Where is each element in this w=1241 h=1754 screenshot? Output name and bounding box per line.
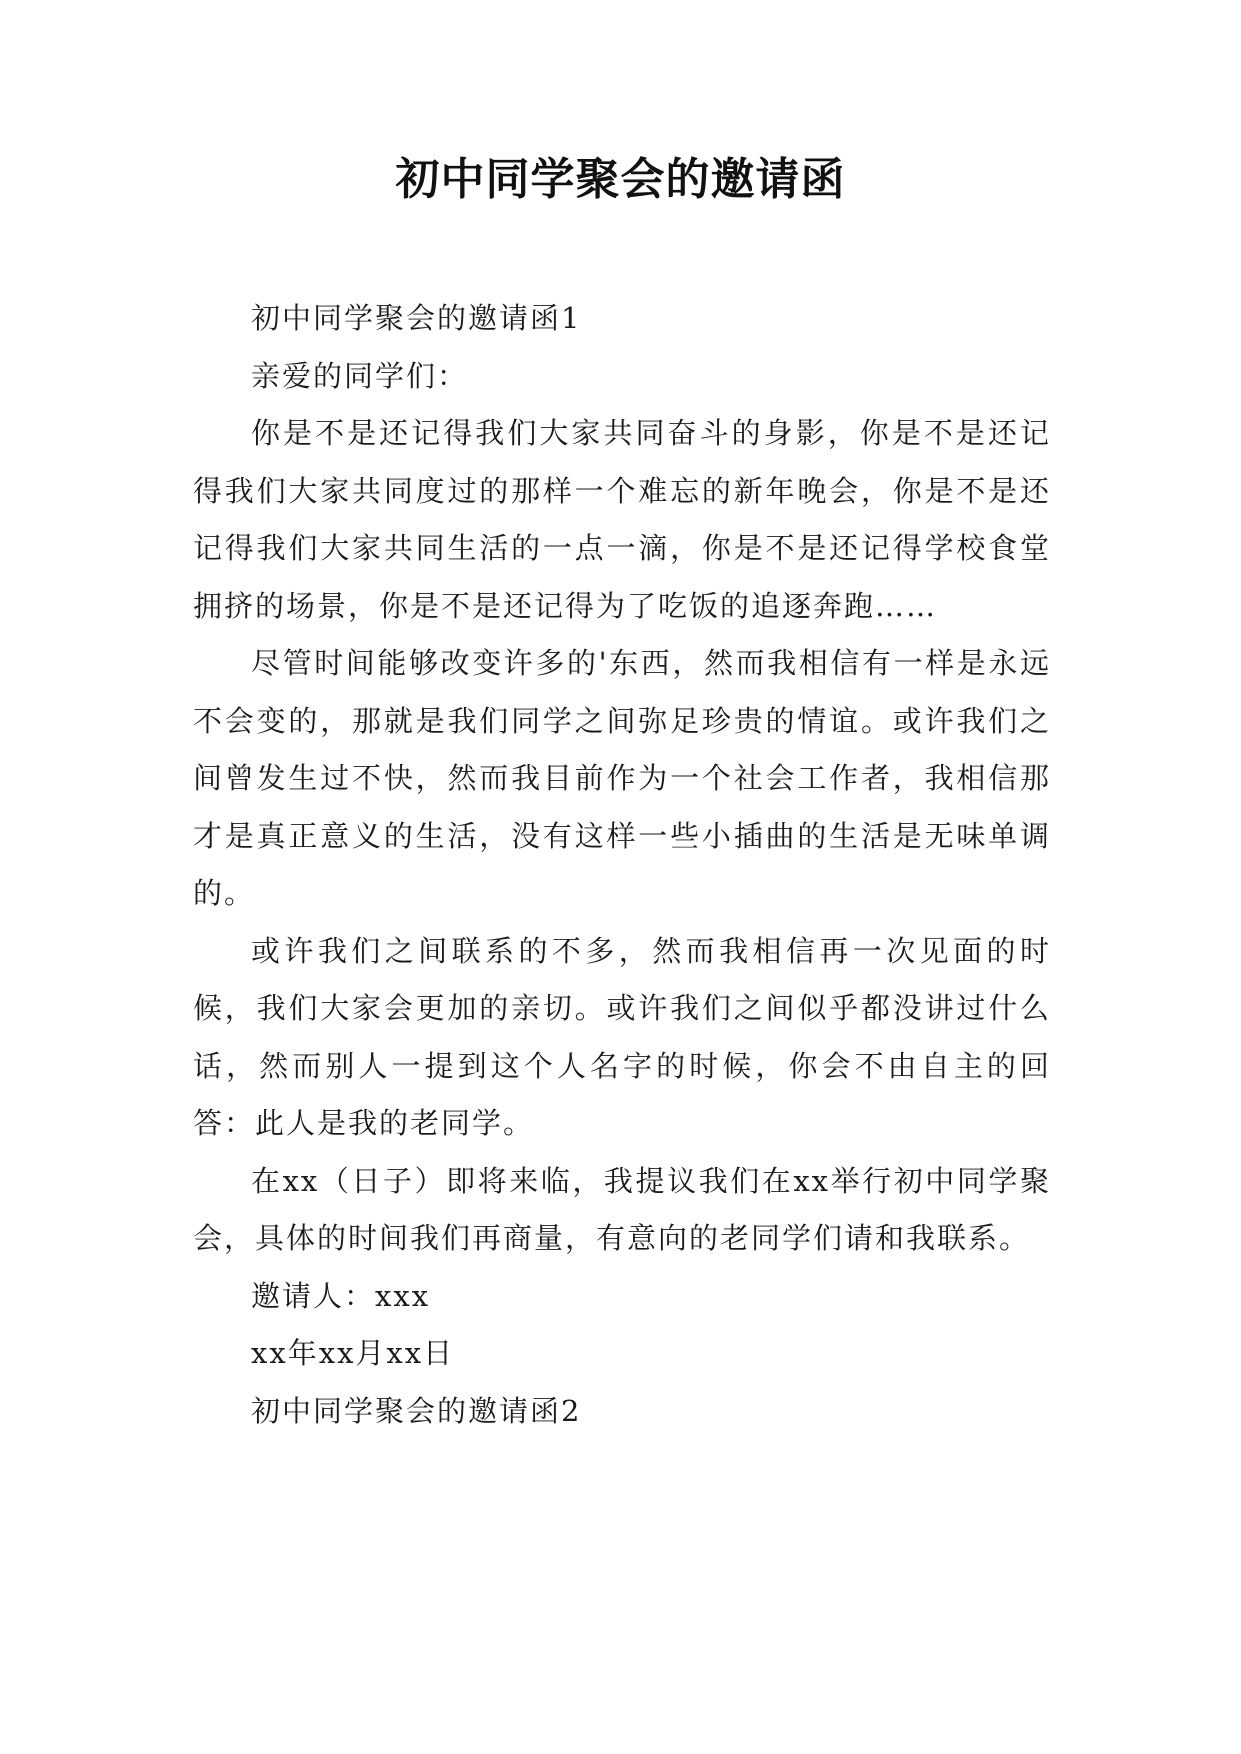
- body-paragraph: 在xx（日子）即将来临，我提议我们在xx举行初中同学聚会，具体的时间我们再商量，有意向的老同学们请和我联系。: [193, 1163, 1051, 1255]
- section-heading-1: 初中同学聚会的邀请函1: [251, 301, 582, 335]
- inviter-line: 邀请人：xxx: [251, 1278, 431, 1313]
- body-paragraph: 你是不是还记得我们大家共同奋斗的身影，你是不是还记得我们大家共同度过的那样一个难忘的新年晚会，你是不是还记得我们大家共同生活的一点一滴，你是不是还记得学校食堂拥挤的场景，你是不是还记得为了吃饭的追逐奔跑……: [193, 416, 1051, 623]
- section-heading-2: 初中同学聚会的邀请函2: [251, 1393, 582, 1428]
- document-title: 初中同学聚会的邀请函: [395, 154, 846, 205]
- date-line: xx年xx月xx日: [251, 1336, 455, 1370]
- document-body: [193, 290, 1051, 1440]
- body-paragraph: 尽管时间能够改变许多的'东西，然而我相信有一样是永远不会变的，那就是我们同学之间弥足珍贵的情谊。或许我们之间曾发生过不快，然而我目前作为一个社会工作者，我相信那才是真正意义的生活，没有这样一些小插曲的生活是无味单调的。: [193, 646, 1051, 910]
- salutation: 亲爱的同学们：: [251, 358, 469, 393]
- body-paragraph: 或许我们之间联系的不多，然而我相信再一次见面的时候，我们大家会更加的亲切。或许我们之间似乎都没讲过什么话，然而别人一提到这个人名字的时候，你会不由自主的回答：此人是我的老同学。: [193, 933, 1051, 1140]
